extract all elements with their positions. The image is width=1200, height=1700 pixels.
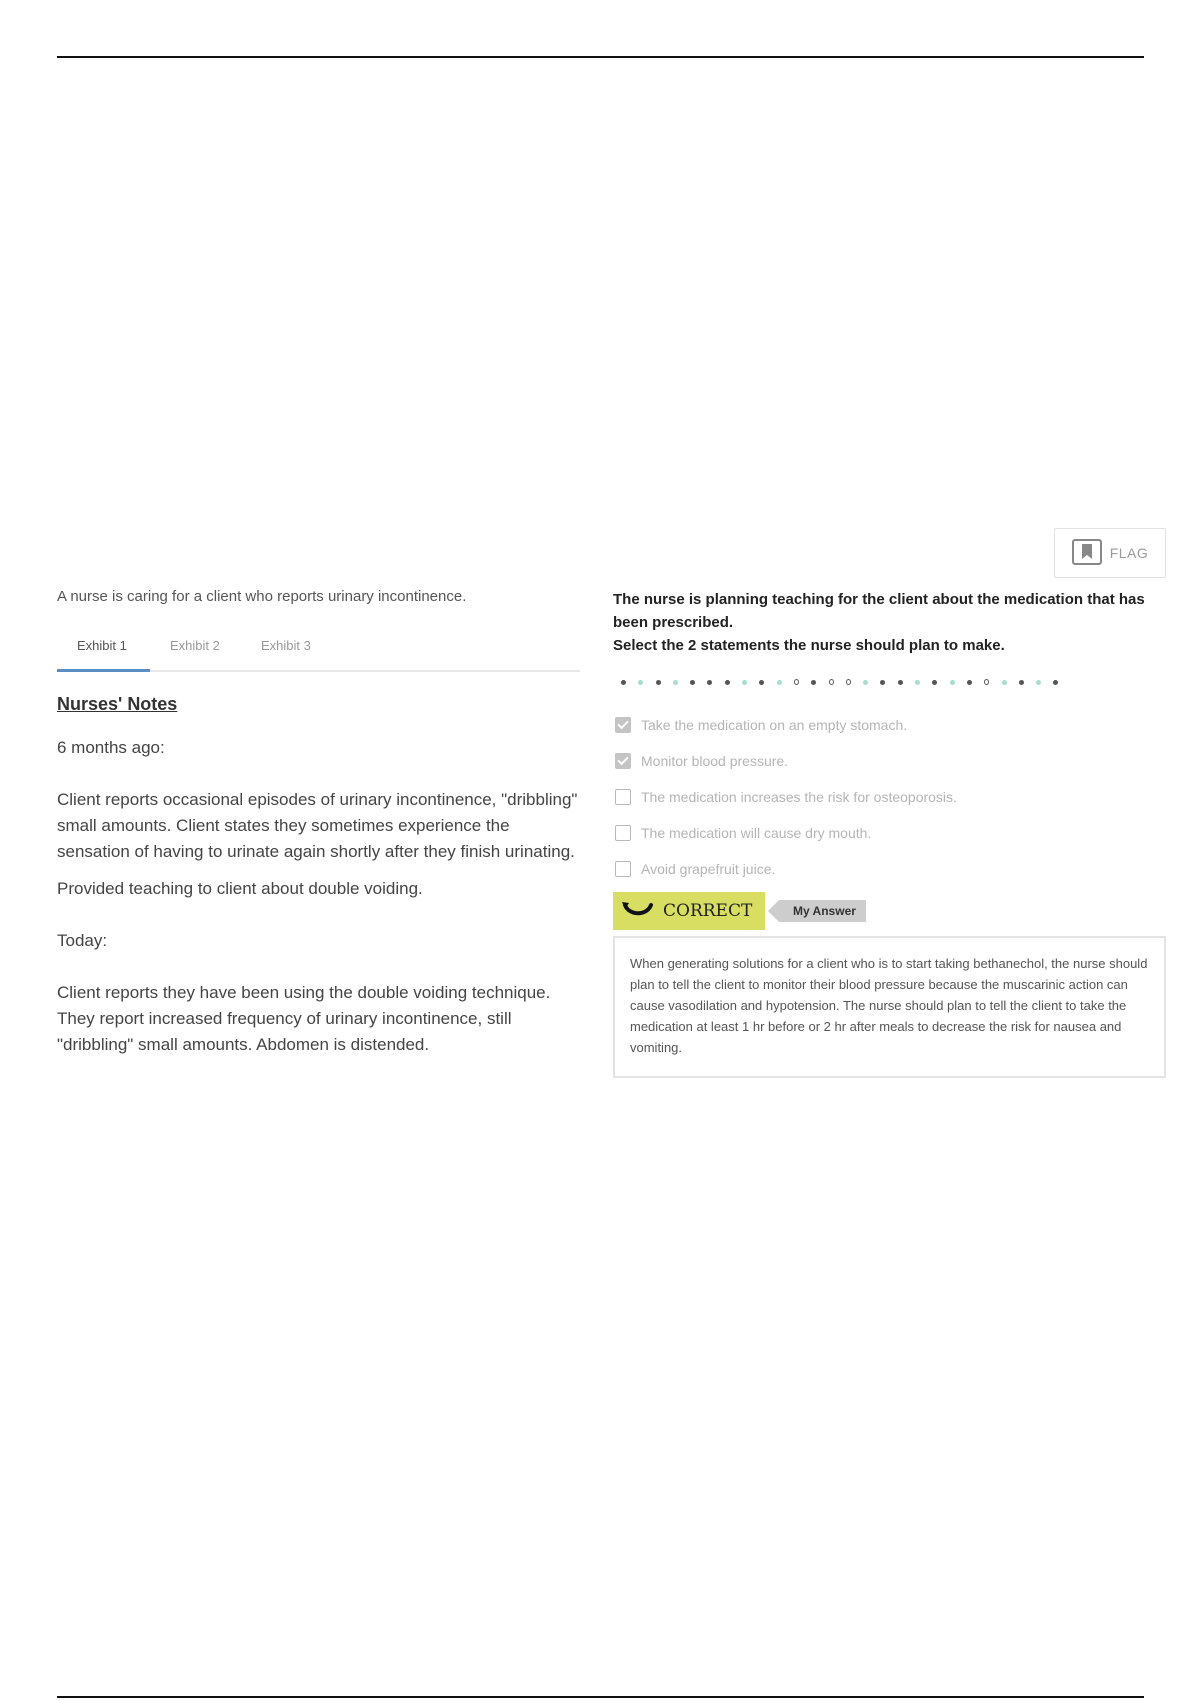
checkbox-unchecked[interactable] bbox=[615, 789, 631, 805]
progress-dot bbox=[725, 680, 730, 685]
progress-dot bbox=[742, 680, 747, 685]
six-months-teaching: Provided teaching to client about double voiding. bbox=[57, 879, 423, 898]
progress-dot bbox=[932, 680, 937, 685]
progress-dot bbox=[673, 680, 678, 685]
six-months-heading: 6 months ago: bbox=[57, 738, 165, 757]
question-text: The nurse is planning teaching for the client about the medication that has been prescribed. bbox=[613, 591, 1145, 631]
progress-dot bbox=[950, 680, 955, 685]
result-row bbox=[613, 892, 1172, 930]
option-2[interactable] bbox=[613, 743, 1172, 779]
option-1[interactable] bbox=[613, 707, 1172, 743]
progress-dots bbox=[613, 679, 1172, 685]
option-4-label: The medication will cause dry mouth. bbox=[641, 825, 872, 841]
question-screen bbox=[57, 528, 1172, 1168]
checkbox-unchecked[interactable] bbox=[615, 825, 631, 841]
progress-dot bbox=[638, 680, 643, 685]
my-answer-tag: My Answer bbox=[779, 900, 866, 922]
answer-options bbox=[613, 707, 1172, 887]
bottom-page-rule bbox=[57, 1696, 1144, 1698]
top-page-rule bbox=[57, 56, 1144, 58]
progress-dot bbox=[829, 679, 834, 685]
progress-dot bbox=[967, 680, 972, 685]
rationale-box: When generating solutions for a client who is to start taking bethanechol, the nurse should plan to tell the client to monitor their blood pressure because the muscarinic action can cause vasodilation and hypotension. The nurse should plan to tell the client to take the medication at least 1 hr before or 2 hr after meals to decrease the risk for nausea and vomiting. bbox=[613, 936, 1166, 1078]
checkbox-checked[interactable] bbox=[615, 753, 631, 769]
tab-exhibit-2[interactable]: Exhibit 2 bbox=[170, 638, 220, 653]
progress-dot bbox=[915, 680, 920, 685]
option-5-label: Avoid grapefruit juice. bbox=[641, 861, 776, 877]
progress-dot bbox=[811, 680, 816, 685]
case-study-panel bbox=[57, 588, 580, 1058]
progress-dot bbox=[984, 679, 989, 685]
option-2-label: Monitor blood pressure. bbox=[641, 753, 789, 769]
checkbox-unchecked[interactable] bbox=[615, 861, 631, 877]
correct-badge bbox=[613, 892, 765, 930]
checkbox-checked[interactable] bbox=[615, 717, 631, 733]
progress-dot bbox=[1019, 680, 1024, 685]
progress-dot bbox=[621, 680, 626, 685]
progress-dot bbox=[656, 680, 661, 685]
today-heading: Today: bbox=[57, 931, 108, 950]
question-instruction: Select the 2 statements the nurse should plan to make. bbox=[613, 637, 1005, 654]
tab-exhibit-3[interactable]: Exhibit 3 bbox=[261, 638, 311, 653]
progress-dot bbox=[880, 680, 885, 685]
option-1-label: Take the medication on an empty stomach. bbox=[641, 717, 908, 733]
option-4[interactable] bbox=[613, 815, 1172, 851]
progress-dot bbox=[707, 680, 712, 685]
smile-arrow-icon bbox=[621, 900, 655, 923]
flag-label: FLAG bbox=[1109, 545, 1149, 561]
case-intro: A nurse is caring for a client who reports urinary incontinence. bbox=[57, 588, 467, 605]
active-tab-indicator bbox=[57, 669, 150, 672]
progress-dot bbox=[759, 680, 764, 685]
correct-label: CORRECT bbox=[663, 901, 753, 921]
question-stem bbox=[613, 588, 1172, 657]
progress-dot bbox=[1036, 680, 1041, 685]
progress-dot bbox=[1002, 680, 1007, 685]
flag-button[interactable] bbox=[1054, 528, 1166, 578]
progress-dot bbox=[863, 680, 868, 685]
option-5[interactable] bbox=[613, 851, 1172, 887]
six-months-report: Client reports occasional episodes of urinary incontinence, "dribbling" small amounts. Client states they sometimes experience the sensation of having to urinate again shortly after they finish urinating. bbox=[57, 790, 578, 861]
progress-dot bbox=[1053, 680, 1058, 685]
progress-dot bbox=[898, 680, 903, 685]
progress-dot bbox=[690, 680, 695, 685]
progress-dot bbox=[794, 679, 799, 685]
tab-exhibit-1[interactable]: Exhibit 1 bbox=[77, 638, 127, 653]
exhibit-tabs bbox=[57, 630, 580, 672]
option-3-label: The medication increases the risk for osteoporosis. bbox=[641, 789, 957, 805]
bookmark-icon bbox=[1072, 539, 1102, 568]
nurses-notes-title: Nurses' Notes bbox=[57, 694, 178, 714]
question-panel bbox=[613, 588, 1172, 1078]
today-report: Client reports they have been using the double voiding technique. They report increased frequency of urinary incontinence, still "dribbling" small amounts. Abdomen is distended. bbox=[57, 983, 551, 1054]
progress-dot bbox=[777, 680, 782, 685]
option-3[interactable] bbox=[613, 779, 1172, 815]
progress-dot bbox=[846, 679, 851, 685]
